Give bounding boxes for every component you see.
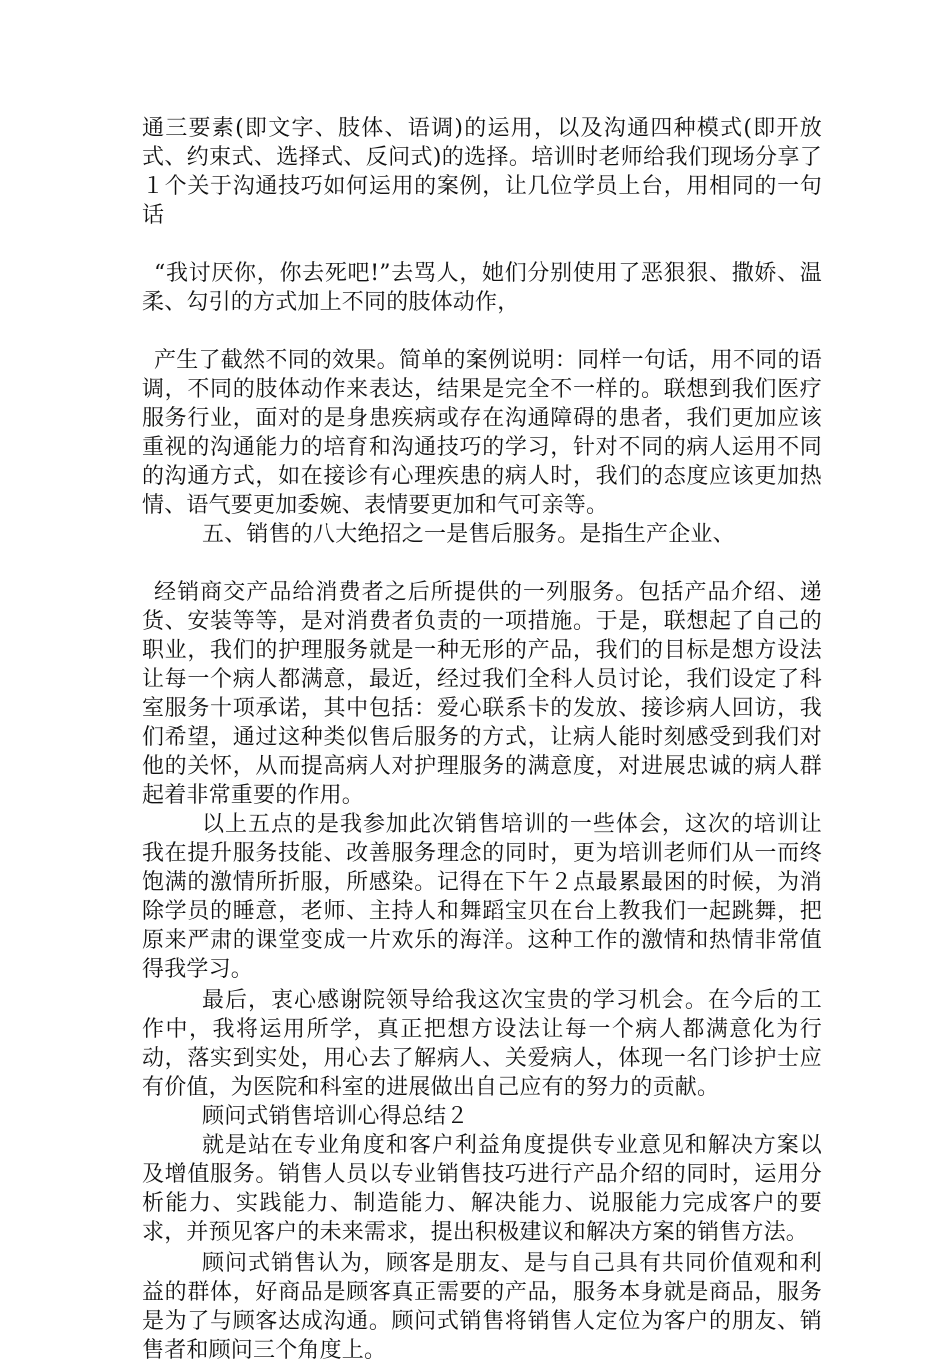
paragraph-after-sales-heading: 五、销售的八大绝招之一是售后服务。是指生产企业、 [202, 522, 735, 547]
paragraph-different-effects: 产生了截然不同的效果。简单的案例说明：同样一句话，用不同的语调，不同的肢体动作来表达，结果是完全不一样的。联想到我们医疗服务行业，面对的是身患疾病或存在沟通障碍的患者，我们更加应该重视的沟通能力的培育和沟通技巧的学习，针对不同的病人运用不同的沟通方式，如在接诊有心理疾患的病人时，我们的态度应该更加热情、语气要更加委婉、表情要更加和气可亲等。 [142, 348, 822, 518]
document-body [142, 114, 822, 1365]
paragraph-closing-thanks: 最后，衷心感谢院领导给我这次宝贵的学习机会。在今后的工作中，我将运用所学，真正把想方设法让每一个病人都满意化为行动，落实到实处，用心去了解病人、关爱病人，体现一名门诊护士应有价值，为医院和科室的进展做出自己应有的努力的贡献。 [142, 988, 822, 1100]
paragraph-consultative-definition: 就是站在专业角度和客户利益角度提供专业意见和解决方案以及增值服务。销售人员以专业销售技巧进行产品介绍的同时，运用分析能力、实践能力、制造能力、解决能力、说服能力完成客户的要求，并预见客户的未来需求，提出积极建议和解决方案的销售方法。 [142, 1133, 822, 1245]
paragraph-consultative-view: 顾问式销售认为，顾客是朋友、是与自己具有共同价值观和利益的群体，好商品是顾客真正需要的产品，服务本身就是商品，服务是为了与顾客达成沟通。顾问式销售将销售人定位为客户的朋友、销售者和顾问三个角度上。 [142, 1251, 822, 1363]
paragraph-quote-example: “我讨厌你，你去死吧!”去骂人，她们分别使用了恶狠狠、撒娇、温柔、勾引的方式加上不同的肢体动作， [142, 261, 822, 315]
paragraph-training-reflection: 以上五点的是我参加此次销售培训的一些体会，这次的培训让我在提升服务技能、改善服务理念的同时，更为培训老师们从一而终饱满的激情所折服，所感染。记得在下午２点最累最困的时候，为消除学员的睡意，老师、主持人和舞蹈宝贝在台上教我们一起跳舞，把原来严肃的课堂变成一片欢乐的海洋。这种工作的激情和热情非常值得我学习。 [142, 812, 822, 982]
section-title: 顾问式销售培训心得总结２ [202, 1104, 469, 1129]
paragraph-after-sales-service: 经销商交产品给消费者之后所提供的一列服务。包括产品介绍、递货、安装等等，是对消费者负责的一项措施。于是，联想起了自己的职业，我们的护理服务就是一种无形的产品，我们的目标是想方设法让每一个病人都满意，最近，经过我们全科人员讨论，我们设定了科室服务十项承诺，其中包括：爱心联系卡的发放、接诊病人回访，我们希望，通过这种类似售后服务的方式，让病人能时刻感受到我们对他的关怀，从而提高病人对护理服务的满意度，对进展忠诚的病人群起着非常重要的作用。 [142, 580, 822, 808]
paragraph-communication-elements: 通三要素(即文字、肢体、语调)的运用，以及沟通四种模式(即开放式、约束式、选择式、反问式)的选择。培训时老师给我们现场分享了１个关于沟通技巧如何运用的案例，让几位学员上台，用相同的一句话 [142, 116, 822, 228]
